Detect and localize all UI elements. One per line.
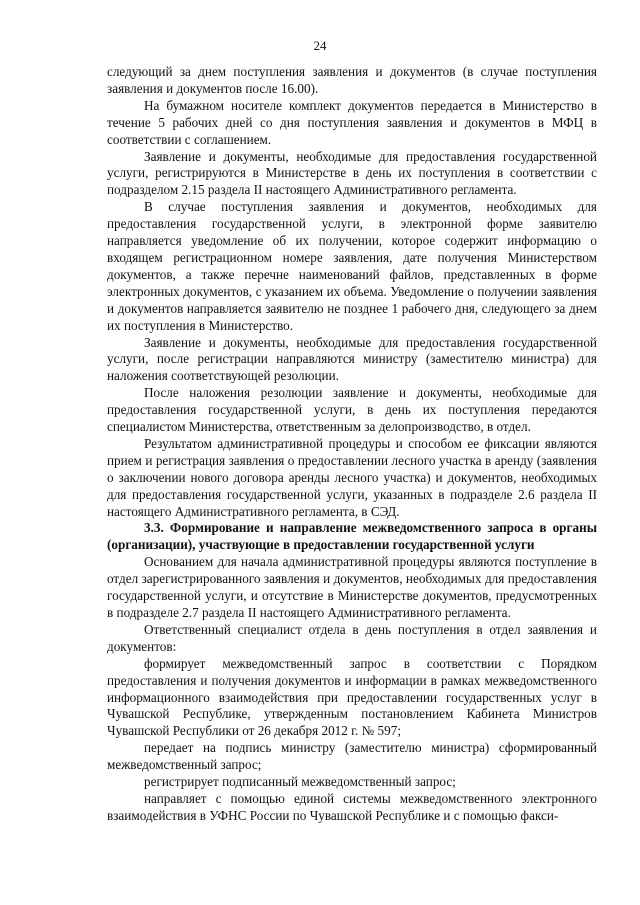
list-item: регистрирует подписанный межведомственный запрос;	[144, 774, 456, 790]
paragraph-continuation: следующий за днем поступления заявления и документов (в случае поступления заявления и документов после 16.00).	[107, 64, 597, 96]
paragraph: В случае поступления заявления и документов, необходимых для предоставления государственной услуги, в электронной форме заявителю направляется уведомление об их получении, которое содержит информацию о входящем регистрационном номере заявления, дате получения Министерством документов, а также перечне наименований файлов, представленных в форме электронных документов, с указанием их объема. Уведомление о получении заявления и документов направляется заявителю не позднее 1 рабочего дня, следующего за днем их поступления в Министерство.	[107, 199, 597, 333]
paragraph: На бумажном носителе комплект документов передается в Министерство в течение 5 рабочих дней со дня поступления заявления и документов в МФЦ в соответствии с соглашением.	[107, 97, 597, 147]
page-number: 24	[313, 38, 327, 53]
list-item: формирует межведомственный запрос в соответствии с Порядком предоставления и получения документов и информации в рамках межведомственного информационного взаимодействия при предоставлении государственных услуг в Чувашской Республике, утвержденным постановлением Кабинета Министров Чувашской Республики от 26 декабря 2012 г. № 597;	[107, 655, 597, 739]
paragraph: Основанием для начала административной процедуры являются поступление в отдел зарегистрированного заявления и документов, необходимых для предоставления государственной услуги, и отсутствие в Министерстве документов, предусмотренных в подразделе 2.7 раздела II настоящего Административного регламента.	[107, 554, 597, 620]
paragraph: После наложения резолюции заявление и документы, необходимые для предоставления государственной услуги, в день их поступления передаются специалистом Министерства, ответственным за делопроизводство, в отдел.	[107, 385, 597, 435]
list-item: направляет с помощью единой системы межведомственного электронного взаимодействия в УФНС России по Чувашской Республике и с помощью факси-	[107, 790, 597, 823]
section-heading: 3.3. Формирование и направление межведомственного запроса в органы (организации), участвующие в предоставлении государственной услуги	[107, 520, 597, 553]
document-body	[107, 64, 597, 825]
paragraph: Результатом административной процедуры и способом ее фиксации являются прием и регистрация заявления о предоставлении лесного участка в аренду (заявления о заключении нового договора аренды лесного участка) и документов, необходимых для предоставления государственной услуги, указанных в подразделе 2.6 раздела II настоящего Административного регламента, в СЭД.	[107, 435, 597, 519]
paragraph: Заявление и документы, необходимые для предоставления государственной услуги, регистрируются в Министерстве в день их поступления в соответствии с подразделом 2.15 раздела II настоящего Административного регламента.	[107, 148, 597, 198]
paragraph: Заявление и документы, необходимые для предоставления государственной услуги, после регистрации направляются министру (заместителю министра) для наложения соответствующей резолюции.	[107, 334, 597, 384]
list-item: передает на подпись министру (заместителю министра) сформированный межведомственный запрос;	[107, 740, 597, 773]
paragraph: Ответственный специалист отдела в день поступления в отдел заявления и документов:	[107, 621, 597, 654]
